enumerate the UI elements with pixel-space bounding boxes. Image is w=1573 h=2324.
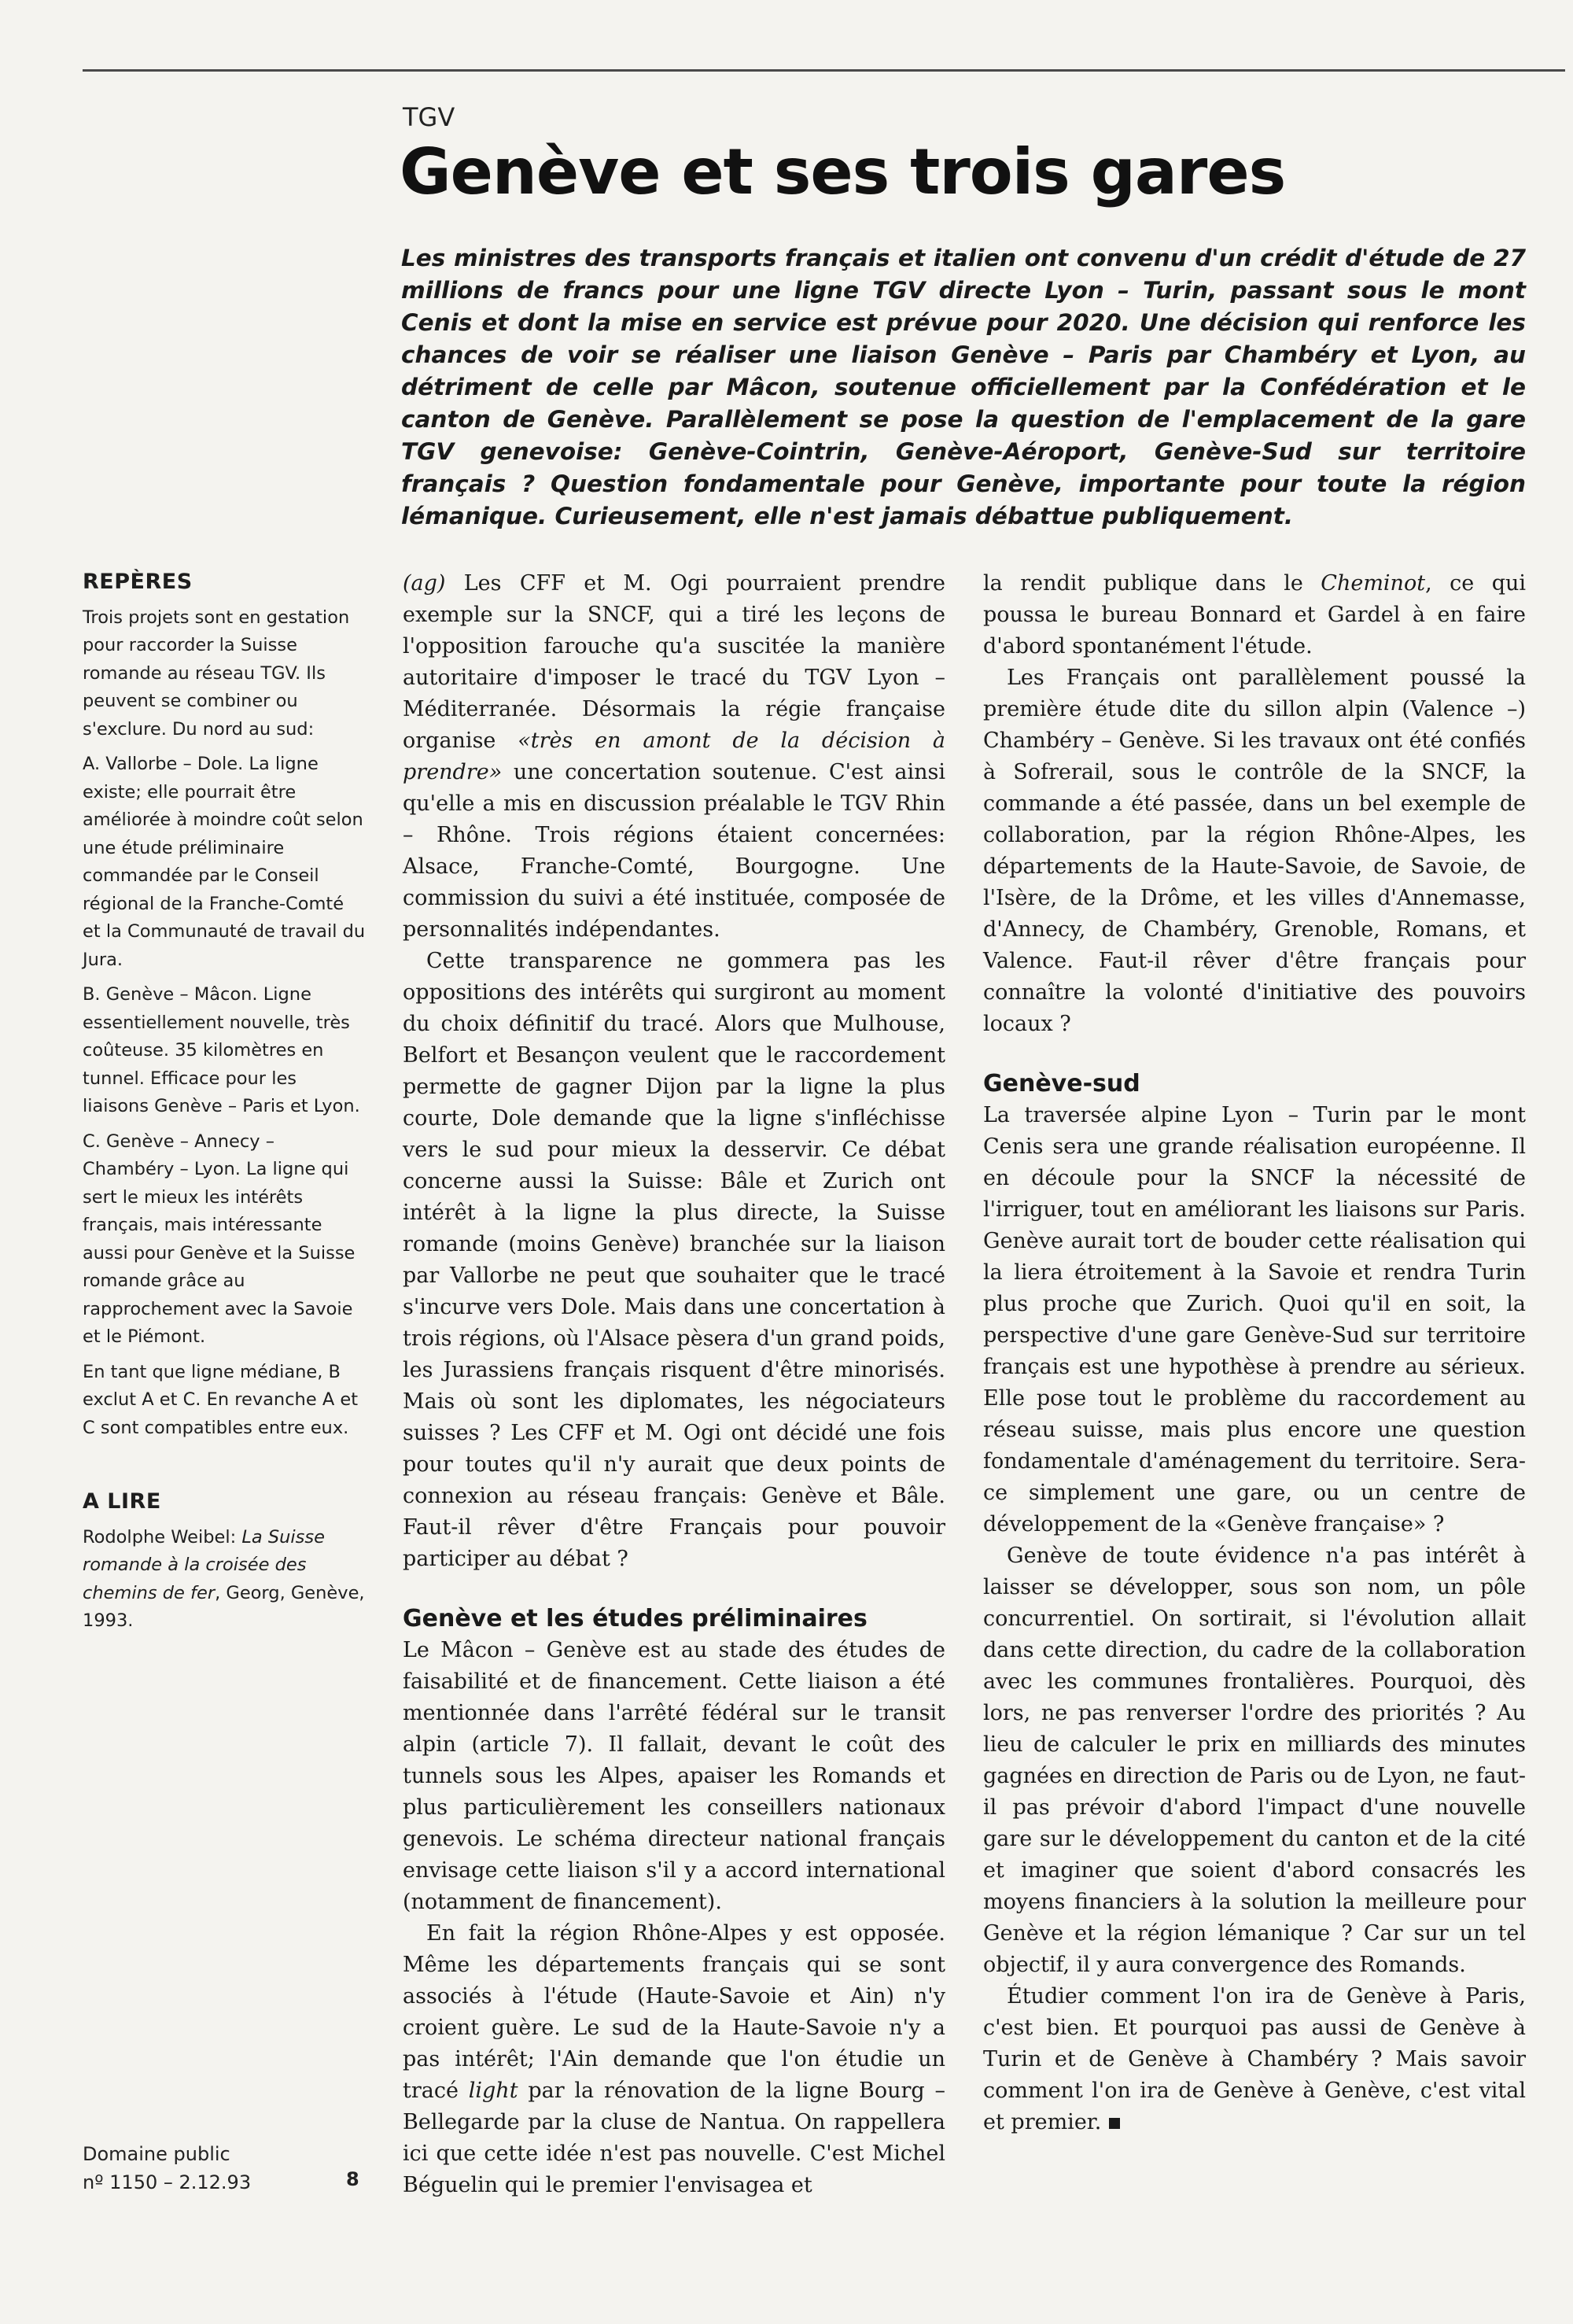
sidebar-item-b: B. Genève – Mâcon. Ligne essentiellement nouvelle, très coûteuse. 35 kilomètres en tunnel. Efficace pour les liaisons Genève – Paris et Lyon. <box>83 984 360 1116</box>
body-paragraph <box>983 1981 1526 2138</box>
article-lede: Les ministres des transports français et italien ont convenu d'un crédit d'étude de 27 millions de francs pour une ligne TGV directe Lyon – Turin, passant sous le mont Cenis et dont la mise en service est prévue pour 2020. Une décision qui renforce les chances de voir se réaliser une liaison Genève – Paris par Chambéry et Lyon, au détriment de celle par Mâcon, soutenue officiellement par la Confédération et le canton de Genève. Parallèlement se pose la question de l'emplacement de la gare TGV genevoise: Genève-Cointrin, Genève-Aéroport, Genève-Sud sur territoire français ? Question fondamentale pour Genève, importante pour toute la région lémanique. Curieusement, elle n'est jamais débattue publiquement. <box>401 245 1526 529</box>
publication-name: Domaine public <box>83 2143 230 2165</box>
sidebar-reperes-heading: REPÈRES <box>83 570 193 594</box>
body-paragraph <box>403 568 945 946</box>
sidebar-conclusion: En tant que ligne médiane, B exclut A et C. En revanche A et C sont compatibles entre eux. <box>83 1361 359 1438</box>
paragraph-text: , ce qui poussa le bureau Bonnard et Gardel à en faire d'abord spontanément l'étude. <box>983 571 1527 658</box>
paragraph-text: Étudier comment l'on ira de Genève à Paris, c'est bien. Et pourquoi pas aussi de Genève à Turin et de Genève à Chambéry ? Mais savoir comment l'on ira de Genève à Genève, c'est vital et premier. <box>983 1984 1526 2134</box>
body-paragraph <box>403 1918 945 2201</box>
reading-publisher: , Georg, Genève, 1993. <box>83 1582 365 1631</box>
quoted-text: «très en amont de la décision à prendre» <box>403 729 945 784</box>
page-number: 8 <box>346 2168 359 2190</box>
body-paragraph: La traversée alpine Lyon – Turin par le mont Cenis sera une grande réalisation européenne. Il en découle pour la SNCF la nécessité de l'irriguer, tout en améliorant les liaisons sur Paris. Genève aurait tort de bouder cette réalisation qui la liera étroitement à la Savoie et rendra Turin plus proche que Zurich. Quoi qu'il en soit, la perspective d'une gare Genève-Sud sur territoire français est une hypothèse à prendre au sérieux. Elle pose tout le problème du raccordement au réseau suisse, mais plus encore une question fondamentale d'aménagement du territoire. Sera-ce simplement une gare, ou un centre de développement de la «Genève française» ? <box>983 1103 1526 1536</box>
italic-word: light <box>468 2079 518 2103</box>
subheading-etudes: Genève et les études préliminaires <box>403 1605 868 1632</box>
paragraph-text: par la rénovation de la ligne Bourg – Bellegarde par la cluse de Nantua. On rappellera ici que cette idée n'est pas nouvelle. C'est Michel Béguelin qui le premier l'envisagea et <box>403 2079 945 2197</box>
sidebar-alire-heading: A LIRE <box>83 1489 161 1514</box>
article-column-1 <box>403 568 945 2201</box>
article-title: Genève et ses trois gares <box>400 135 1286 208</box>
section-kicker: TGV <box>403 102 455 132</box>
author-initials: (ag) <box>403 571 446 596</box>
paragraph-text: la rendit publique dans le <box>983 571 1321 596</box>
sidebar-reading-reference <box>83 1524 366 1636</box>
article-column-2 <box>983 568 1526 2138</box>
top-rule <box>83 69 1565 72</box>
reading-author: Rodolphe Weibel: <box>83 1526 242 1547</box>
paragraph-text: En fait la région Rhône-Alpes y est opposée. Même les départements français qui se sont associés à l'étude (Haute-Savoie et Ain) n'y croient guère. Le sud de la Haute-Savoie n'y a pas intérêt; l'Ain demande que l'on étudie un tracé <box>403 1921 945 2103</box>
end-of-article-mark <box>1109 2118 1120 2129</box>
body-paragraph: Les Français ont parallèlement poussé la première étude dite du sillon alpin (Valence –) Chambéry – Genève. Si les travaux ont été confiés à Sofrerail, sous le contrôle de la SNCF, la commande a été passée, dans un bel exemple de collaboration, par la région Rhône-Alpes, les départements de la Haute-Savoie, de Savoie, de l'Isère, de la Drôme, et les villes d'Annemasse, d'Annecy, de Chambéry, Grenoble, Romans, et Valence. Faut-il rêver d'être français pour connaître la volonté d'initiative des pouvoirs locaux ? <box>983 666 1526 1036</box>
body-paragraph: Le Mâcon – Genève est au stade des études de faisabilité et de financement. Cette liaison a été mentionnée dans l'arrêté fédéral sur le transit alpin (article 7). Il fallait, devant le coût des tunnels sous les Alpes, apaiser les Romands et plus particulièrement les conseillers nationaux genevois. Le schéma directeur national français envisage cette liaison s'il y a accord international (notamment de financement). <box>403 1638 945 1914</box>
subheading-geneve-sud: Genève-sud <box>983 1070 1140 1097</box>
body-paragraph: Genève de toute évidence n'a pas intérêt à laisser se développer, sous son nom, un pôle concurrentiel. On sortirait, si l'évolution allait dans cette direction, du cadre de la collaboration avec les communes frontalières. Pourquoi, dès lors, ne pas renverser l'ordre des priorités ? Au lieu de calculer le prix en milliards des minutes gagnées en direction de Paris ou de Lyon, ne faut-il pas prévoir d'abord l'impact d'une nouvelle gare sur le développement du canton et de la cité et imaginer que soient d'abord consacrés les moyens financiers à la solution la meilleure pour Genève et la région lémanique ? Car sur un tel objectif, il y aura convergence des Romands. <box>983 1544 1526 1977</box>
sidebar-intro: Trois projets sont en gestation pour raccorder la Suisse romande au réseau TGV. Ils peuvent se combiner ou s'exclure. Du nord au sud: <box>83 607 350 740</box>
body-paragraph: Cette transparence ne gommera pas les oppositions des intérêts qui surgiront au moment du choix définitif du tracé. Alors que Mulhouse, Belfort et Besançon veulent que le raccordement permette de gagner Dijon par la ligne la plus courte, Dole demande que la ligne s'infléchisse vers le sud pour mieux la desservir. Ce débat concerne aussi la Suisse: Bâle et Zurich ont intérêt à la ligne la plus directe, la Suisse romande (moins Genève) branchée sur la liaison par Vallorbe ne peut que souhaiter que le tracé s'incurve vers Dole. Mais dans une concertation à trois régions, où l'Alsace pèsera d'un grand poids, les Jurassiens français risquent d'être minorisés. Mais où sont les diplomates, les négociateurs suisses ? Les CFF et M. Ogi ont décidé une fois pour toutes qu'il n'y aurait que deux points de connexion au réseau français: Genève et Bâle. Faut-il rêver d'être Français pour pouvoir participer au débat ? <box>403 949 945 1571</box>
reading-book-title: La Suisse romande à la croisée des chemins de fer <box>83 1526 325 1603</box>
sidebar-item-a: A. Vallorbe – Dole. La ligne existe; elle pourrait être améliorée à moindre coût selon une étude préliminaire commandée par le Conseil régional de la Franche-Comté et la Communauté de travail du Jura. <box>83 754 366 970</box>
paragraph-text: une concertation soutenue. C'est ainsi qu'elle a mis en discussion préalable le TGV Rhin – Rhône. Trois régions étaient concernées: Alsace, Franche-Comté, Bourgogne. Une commission du suivi a été instituée, composée de personnalités indépendantes. <box>403 760 945 942</box>
sidebar-item-c: C. Genève – Annecy – Chambéry – Lyon. La ligne qui sert le mieux les intérêts français, mais intéressante aussi pour Genève et la Suisse romande grâce au rapprochement avec la Savoie et le Piémont. <box>83 1131 355 1347</box>
body-paragraph <box>983 568 1526 662</box>
paragraph-text: Les CFF et M. Ogi pourraient prendre exemple sur la SNCF, qui a tiré les leçons de l'opposition farouche qu'a suscitée la manière autoritaire d'imposer le tracé du TGV Lyon – Méditerranée. Désormais la régie française organise <box>403 571 945 753</box>
issue-number: nº 1150 – 2.12.93 <box>83 2171 252 2193</box>
sidebar-reperes <box>83 568 366 1643</box>
italic-word: Cheminot <box>1321 571 1426 596</box>
